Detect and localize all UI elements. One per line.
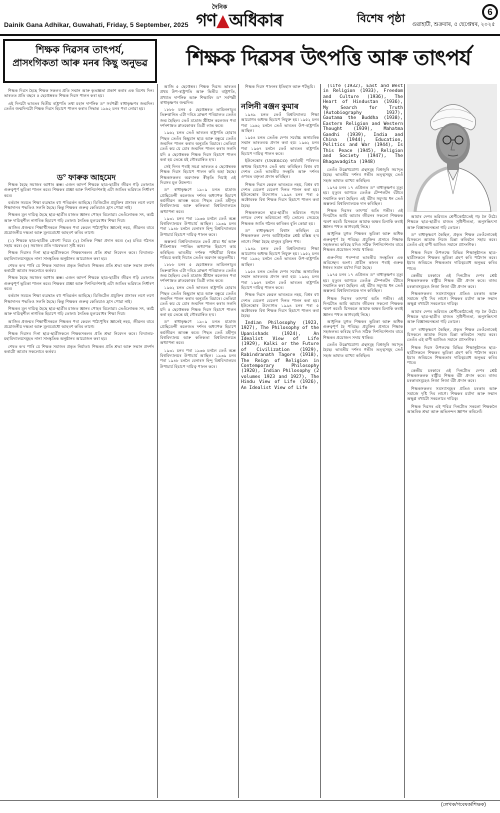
main-article-paragraph: ১৯৩১ চনৰ পৰা ১৯৩৬ চনলৈ তেওঁ অন্ধ্ৰ বিশ্ববিদ্যালয়ৰ উপাচাৰ্য আছিল। ১৯৩৯ চনৰ পৰা ১৯৪৮ চনলৈ বেনাৰস হিন্দু বিশ্ববিদ্যালয়ৰ উপাচাৰ্য হিচাপে দায়িত্ব পালন কৰে।: [160, 347, 236, 369]
masthead-logo-part1: গণ: [196, 11, 217, 31]
main-article-paragraph: শিক্ষক দিৱসৰ তাৎপৰ্য অতি গভীৰ। এই দিনটোত আমি আমাৰ জীৱনৰ সকলো শিক্ষকক স্মৰণ কৰোঁ। যিসকলে আমাক অক্ষৰ চিনাকি কৰাই জ্ঞানৰ পথত আগবঢ়াই নিছে।: [323, 295, 403, 317]
radhakrishnan-portrait: [407, 84, 497, 212]
left-article-body: [4, 182, 154, 798]
masthead-daily-label: দৈনিক: [212, 4, 228, 11]
main-article-book-list-english: (life (1932), East and West in Religion (1933), Freedom and Culture (1936), The Heart of Hindustan (1936), My Search for Truth (Autobiography 1937), Gautama the Buddha (1938), Eastern Religion and Western Thought (1939), Mahatma Gandhi (1939), India and China (1944), Education, Politics and War (1944), Is This Peace (1945), Religion and Society (1947), The Bhagavadgita (1948): [323, 84, 403, 165]
left-article-paragraph: আজিৰ প্ৰজন্মৰ শিক্ষাৰ্থীসকলে শিক্ষকৰ পৰা কেৱল পাঠ্যপুথিৰ জ্ঞানেই নহয়, জীৱনৰ বাবে প্ৰয়োজনীয় দক্ষতা আৰু মূল্যবোধো আহৰণ কৰিব লাগে।: [4, 225, 154, 236]
main-article-paragraph: ১৯৭৫ চনৰ ১৭ এপ্ৰিলত ড° ৰাধাকৃষ্ণণৰ মৃত্যু হয়। মৃত্যুৰ আগতে তেওঁক টেম্পলটন বঁটাৰে সন্মানিত কৰা হৈছিল। এই বঁটাৰ সমুদায় ধন তেওঁ অক্সফৰ্ড বিশ্ববিদ্যালয়ক দান কৰিছিল।: [323, 184, 403, 206]
left-article-author: ড° ফাৰুক আহমেদ: [55, 172, 118, 185]
main-article-paragraph: অক্সফৰ্ড বিশ্ববিদ্যালয়ত তেওঁ প্ৰাচ্য ধৰ্ম আৰু নীতিশাস্ত্ৰৰ স্পাল্ডিং অধ্যাপক হিচাপে কাম কৰিছিল। ভাৰতীয় দৰ্শনক পশ্চিমীয়া বিশ্বত পৰিচয় কৰাই দিয়াত তেওঁৰ অৱদান অতুলনীয়।: [160, 239, 236, 260]
left-article-intro-text: শিক্ষক দিৱস হৈছে শিক্ষক সকলৰ প্ৰতি সন্মান আৰু কৃতজ্ঞতা প্ৰকাশ কৰাৰ এক বিশেষ দিন। ভাৰতত প্ৰতি বছৰে ৫ ছেপ্তেম্বৰত শিক্ষক দিৱস পালন কৰা হয়।: [4, 88, 154, 99]
main-article-column-4: [407, 214, 497, 798]
masthead: [0, 0, 500, 36]
left-article-paragraph: বৰ্তমান সময়ত শিক্ষা ব্যৱস্থাত বহু পৰিৱৰ্তন আহিছে। ডিজিটেল প্ৰযুক্তিৰ প্ৰসাৰৰ লগে লগে শিক্ষাদানৰ পদ্ধতিও সলনি হৈছে। কিন্তু শিক্ষকৰ গুৰুত্ব কেতিয়াও হ্ৰাস পোৱা নাই।: [4, 293, 154, 304]
left-article-paragraph: শিক্ষকৰ মূল দায়িত্ব হৈছে ছাত্ৰ-ছাত্ৰীৰ মাজত জ্ঞানৰ পোহৰ বিলোৱা। তেওঁলোকক সৎ, কৰ্মঠ আৰু দায়িত্বশীল নাগৰিক হিচাপে গঢ়ি তোলা। নৈতিক মূল্যবোধৰ শিক্ষা দিয়া।: [4, 305, 154, 317]
left-article-title-line2: প্ৰাসংগিকতা আৰু মনৰ কিছু অনুভৱ: [12, 57, 148, 69]
main-article-paragraph: ড° ৰাধাকৃষ্ণণে কৈছিল, প্ৰকৃত শিক্ষক তেওঁলোকেই যিসকলে আমাক নিজে চিন্তা কৰিবলৈ সহায় কৰে। তেওঁৰ এই বাণী আজিও সমানে প্ৰাসংগিক।: [407, 326, 497, 343]
left-article-paragraph: শেষত ক'ব পাৰি যে শিক্ষক সমাজৰ প্ৰকৃত নিৰ্মাতা। শিক্ষকৰ প্ৰতি শ্ৰদ্ধা আৰু সন্মান প্ৰদৰ্শন কৰাটো আমাৰ সকলোৰে কৰ্তব্য।: [4, 262, 154, 274]
main-article-paragraph: ইউনেস্কোৰ (UNESCO) কাৰ্যবাহী পৰিষদৰ অধ্যক্ষ হিচাপেও তেওঁ কাম কৰিছিল। বিশ্বৰ বহু দেশত তেওঁ ভাৰতীয় সংস্কৃতি আৰু দৰ্শনৰ ওপৰত বক্তৃতা প্ৰদান কৰিছিল।: [241, 158, 319, 180]
main-article-paragraph: আধুনিক যুগত শিক্ষকৰ ভূমিকা আৰু অধিক গুৰুত্বপূৰ্ণ হৈ পৰিছে। প্ৰযুক্তিৰ প্ৰসাৰে শিক্ষাক সহজলভ্য কৰিছে যদিও সঠিক দিশনিৰ্দেশনাৰ বাবে শিক্ষকৰ প্ৰয়োজন সদায় থাকিব।: [323, 231, 403, 253]
main-article-paragraph: আমাৰ দেশৰ ভৱিষ্যত শ্ৰেণীকোঠাতেই গঢ় লৈ উঠে। শিক্ষকে ছাত্ৰ-ছাত্ৰীৰ মাজত সৃষ্টিশীলতা, অনুসন্ধিৎসা আৰু বিজ্ঞানমনস্কতা গঢ়ি তোলে।: [407, 214, 497, 230]
main-article-column-2-top: [241, 84, 319, 98]
main-article-paragraph: শিক্ষক দিৱস উপলক্ষে বিভিন্ন শিক্ষানুষ্ঠানত ছাত্ৰ-ছাত্ৰীসকলে শিক্ষকৰ ভূমিকা গ্ৰহণ কৰি পাঠদান কৰে। ইয়াৰ জৰিয়তে শিক্ষকতাৰ দায়িত্ববোধ অনুভৱ কৰিব পাৰে।: [407, 344, 497, 366]
portrait-image: [407, 84, 497, 212]
left-article-paragraph: শিক্ষক দিৱসৰ দিনা ছাত্ৰ-ছাত্ৰীসকলে শিক্ষকসকলৰ প্ৰতি শ্ৰদ্ধা নিবেদন কৰে। বিদ্যালয়-মহাবিদ্যালয়সমূহত নানা সাংস্কৃতিক অনুষ্ঠানৰ আয়োজন কৰা হয়।: [4, 250, 154, 261]
main-article-paragraph: ১৮৮৮ চনৰ ৫ ছেপ্তেম্বৰত তামিলনাডুৰ তিৰুত্তানিত এটা দৰিদ্ৰ ব্ৰাহ্মণ পৰিয়ালত তেওঁৰ জন্ম হৈছিল। তেওঁ মাদ্ৰাজ খ্ৰীষ্টান কলেজৰ পৰা দৰ্শনশাস্ত্ৰত স্নাতকোত্তৰ ডিগ্ৰী লাভ কৰে।: [160, 107, 236, 129]
main-article-paragraph: ১৯৫৪ চনত তেওঁক দেশৰ সৰ্বোচ্চ অসামৰিক সন্মান ভাৰতৰত্ন প্ৰদান কৰা হয়। ১৯৬২ চনৰ পৰা ১৯৬৭ চনলৈ তেওঁ ভাৰতৰ ৰাষ্ট্ৰপতি হিচাপে দায়িত্ব পালন কৰে।: [241, 135, 319, 157]
main-article-paragraph: সেই দিনৰ পৰাই সমগ্ৰ ভাৰতত ৫ ছেপ্তেম্বৰক শিক্ষক দিৱস হিচাপে পালন কৰি অহা হৈছে। শিক্ষকসকলৰ অৱদানক স্বীকৃতি দিয়াই এই দিৱসৰ মূল উদ্দেশ্য।: [160, 164, 236, 186]
masthead-logo: [196, 8, 283, 36]
main-article-column-3: [323, 84, 403, 798]
main-article-paragraph: ১৮৮৮ চনৰ ৫ ছেপ্তেম্বৰত তামিলনাডুৰ তিৰুত্তানিত এটা দৰিদ্ৰ ব্ৰাহ্মণ পৰিয়ালত তেওঁৰ জন্ম হৈছিল। তেওঁ মাদ্ৰাজ খ্ৰীষ্টান কলেজৰ পৰা দৰ্শনশাস্ত্ৰত স্নাতকোত্তৰ ডিগ্ৰী লাভ কৰে।: [160, 262, 236, 284]
main-article-paragraph: গুৰু-শিষ্য পৰম্পৰা ভাৰতীয় সংস্কৃতিৰ এক অবিচ্ছেদ্য অংগ। প্ৰাচীন কালৰ পৰাই গুৰুক ঈশ্বৰৰ সমান মৰ্যাদা দিয়া হৈছে।: [323, 254, 403, 271]
main-article-paragraph: শিক্ষক দিৱসৰ তাৎপৰ্য অতি গভীৰ। এই দিনটোত আমি আমাৰ জীৱনৰ সকলো শিক্ষকক স্মৰণ কৰোঁ। যিসকলে আমাক অক্ষৰ চিনাকি কৰাই জ্ঞানৰ পথত আগবঢ়াই নিছে।: [323, 208, 403, 230]
column-divider: [157, 84, 158, 798]
footer-divider: [0, 800, 500, 801]
left-article-paragraph: আজিৰ প্ৰজন্মৰ শিক্ষাৰ্থীসকলে শিক্ষকৰ পৰা কেৱল পাঠ্যপুথিৰ জ্ঞানেই নহয়, জীৱনৰ বাবে প্ৰয়োজনীয় দক্ষতা আৰু মূল্যবোধো আহৰণ কৰিব লাগে।: [4, 318, 154, 329]
main-article-paragraph: আমাৰ দেশৰ ভৱিষ্যত শ্ৰেণীকোঠাতেই গঢ় লৈ উঠে। শিক্ষকে ছাত্ৰ-ছাত্ৰীৰ মাজত সৃষ্টিশীলতা, অনুসন্ধিৎসা আৰু বিজ্ঞানমনস্কতা গঢ়ি তোলে।: [407, 308, 497, 325]
main-article-paragraph: শিক্ষক দিৱসৰ এই পবিত্ৰ দিনটোত সকলো শিক্ষকলৈ আন্তৰিক শ্ৰদ্ধা আৰু অভিনন্দন জ্ঞাপন কৰিলোঁ।: [407, 403, 497, 414]
main-article-column-2: [241, 112, 319, 798]
column-divider: [320, 84, 321, 798]
main-article-paragraph: ১৯৪৯ চনত তেওঁ বিশ্ববিদ্যালয় শিক্ষা আয়োগৰ অধ্যক্ষ হিচাপে নিযুক্ত হয়। ১৯৫২ চনৰ পৰা ১৯৬২ চনলৈ তেওঁ ভাৰতৰ উপ-ৰাষ্ট্ৰপতি আছিল।: [241, 112, 319, 133]
main-article-paragraph: ১৯৬২ চনত তেওঁ ভাৰতৰ ৰাষ্ট্ৰপতি হোৱাৰ পিছত তেওঁৰ কিছুমান ছাত্ৰ আৰু বন্ধুৱে তেওঁৰ জন্মদিন পালন কৰাৰ অনুমতি বিচাৰে। তেতিয়া তেওঁ কয় যে মোৰ জন্মদিন পালন কৰাৰ সলনি যদি ৫ ছেপ্তেম্বৰক শিক্ষক দিৱস হিচাপে পালন কৰা হয় তেন্তে মই গৌৰৱান্বিত হ'ম।: [160, 285, 236, 317]
special-page-label: বিশেষ পৃষ্ঠা: [357, 12, 405, 25]
main-article-paragraph: ড° ৰাধাকৃষ্ণণে ১৯০৯ চনত মাদ্ৰাজ প্ৰেছিডেন্সী কলেজত দৰ্শনৰ অধ্যাপক হিচাপে কৰ্মজীৱন আৰম্ভ কৰে। পিছত তেওঁ মহীশূৰ বিশ্ববিদ্যালয় আৰু কলিকতা বিশ্ববিদ্যালয়ত অধ্যাপনা কৰে।: [160, 319, 236, 346]
logo-flame-icon: ▲: [216, 11, 229, 31]
main-article-paragraph: ১৯৪৯ চনত তেওঁ বিশ্ববিদ্যালয় শিক্ষা আয়োগৰ অধ্যক্ষ হিচাপে নিযুক্ত হয়। ১৯৫২ চনৰ পৰা ১৯৬২ চনলৈ তেওঁ ভাৰতৰ উপ-ৰাষ্ট্ৰপতি আছিল।: [241, 245, 319, 267]
left-article-paragraph: শিক্ষকৰ মূল দায়িত্ব হৈছে ছাত্ৰ-ছাত্ৰীৰ মাজত জ্ঞানৰ পোহৰ বিলোৱা। তেওঁলোকক সৎ, কৰ্মঠ আৰু দায়িত্বশীল নাগৰিক হিচাপে গঢ়ি তোলা। নৈতিক মূল্যবোধৰ শিক্ষা দিয়া।: [4, 212, 154, 223]
main-article-paragraph: শিক্ষক দিৱস কেৱল ভাৰততে নহয়, বিশ্বৰ বহু দেশত বেলেগ বেলেগ দিনত পালন কৰা হয়। ইউনেস্কোৰ উদ্যোগত ১৯৯৪ চনৰ পৰা ৫ অক্টোবৰক বিশ্ব শিক্ষক দিৱস হিচাপে পালন কৰা হৈছে।: [241, 292, 319, 319]
main-article-paragraph: তেওঁৰ উল্লেখযোগ্য গ্ৰন্থসমূহ বিশ্বজুৰি সমাদৃত হৈছে। ভাৰতীয় দৰ্শনৰ গভীৰ তত্ত্বসমূহ তেওঁ সহজ ভাষাত ব্যাখ্যা কৰিছিল।: [323, 342, 403, 358]
main-article-paragraph: কেন্দ্ৰীয় চৰকাৰে এই দিনটোত দেশৰ শ্ৰেষ্ঠ শিক্ষকসকলক ৰাষ্ট্ৰীয় শিক্ষক বঁটা প্ৰদান কৰে। ৰাজ্য চৰকাৰসমূহেও নিজা নিজা বঁটা প্ৰদান কৰে।: [407, 272, 497, 289]
left-article-paragraph: শিক্ষক দিৱসৰ দিনা ছাত্ৰ-ছাত্ৰীসকলে শিক্ষকসকলৰ প্ৰতি শ্ৰদ্ধা নিবেদন কৰে। বিদ্যালয়-মহাবিদ্যালয়সমূহত নানা সাংস্কৃতিক অনুষ্ঠানৰ আয়োজন কৰা হয়।: [4, 331, 154, 342]
left-article-title-box: [3, 39, 157, 83]
left-article-paragraph: শিক্ষক হৈছে সমাজৰ আধাৰ স্তম্ভ। এজন আদৰ্শ শিক্ষকে ছাত্ৰ-ছাত্ৰীৰ জীৱন গঢ়ি তোলাত গুৰুত্বপূৰ্ণ ভূমিকা পালন কৰে। শিক্ষকৰ প্ৰজ্ঞা আৰু দিশনিৰ্দেশনাই এটা জাতিৰ ভৱিষ্যত নিৰ্ধাৰণ কৰে।: [4, 275, 154, 292]
main-article-column-1: [160, 84, 236, 798]
column-divider: [238, 84, 239, 798]
main-article-paragraph: ড° ৰাধাকৃষ্ণণে ১৯০৯ চনত মাদ্ৰাজ প্ৰেছিডেন্সী কলেজত দৰ্শনৰ অধ্যাপক হিচাপে কৰ্মজীৱন আৰম্ভ কৰে। পিছত তেওঁ মহীশূৰ বিশ্ববিদ্যালয় আৰু কলিকতা বিশ্ববিদ্যালয়ত অধ্যাপনা কৰে।: [160, 187, 236, 214]
main-article-paragraph: শিক্ষকসকলৰ সমস্যাসমূহৰ প্ৰতিও চৰকাৰ আৰু সমাজে দৃষ্টি দিব লাগে। শিক্ষকৰ মৰ্যাদা আৰু সন্মান অক্ষুণ্ণ ৰখাটো সকলোৰে দায়িত্ব।: [407, 290, 497, 307]
left-article-paragraph: (১) শিক্ষকে ছাত্ৰ-ছাত্ৰীক প্ৰেৰণা দিয়ে। (২) নৈতিক শিক্ষা প্ৰদান কৰে। (৩) চৰিত্ৰ গঠনত সহায় কৰে। (৪) সমাজৰ প্ৰতি দায়বদ্ধতা সৃষ্টি কৰে।: [4, 237, 154, 248]
main-article-paragraph: শিক্ষক দিৱস কেৱল ভাৰততে নহয়, বিশ্বৰ বহু দেশত বেলেগ বেলেগ দিনত পালন কৰা হয়। ইউনেস্কোৰ উদ্যোগত ১৯৯৪ চনৰ পৰা ৫ অক্টোবৰক বিশ্ব শিক্ষক দিৱস হিচাপে পালন কৰা হৈছে।: [241, 181, 319, 208]
masthead-date-assamese: গুৱাহাটী, শুক্ৰবাৰ, ৫ ছেপ্তেম্বৰ, ২০২৫: [412, 22, 496, 28]
masthead-date-english: Dainik Gana Adhikar, Guwahati, Friday, 5 September, 2025: [4, 22, 189, 29]
main-headline: শিক্ষক দিৱসৰ উৎপত্তি আৰু তাৎপৰ্য: [186, 45, 471, 70]
main-article-paragraph: কেন্দ্ৰীয় চৰকাৰে এই দিনটোত দেশৰ শ্ৰেষ্ঠ শিক্ষকসকলক ৰাষ্ট্ৰীয় শিক্ষক বঁটা প্ৰদান কৰে। ৰাজ্য চৰকাৰসমূহেও নিজা নিজা বঁটা প্ৰদান কৰে।: [407, 367, 497, 384]
page-number: 6: [482, 4, 498, 20]
column-divider: [404, 84, 405, 798]
main-article-paragraph: শিক্ষকসকলে ছাত্ৰ-ছাত্ৰীৰ ভৱিষ্যত গঢ়াৰ লগতে দেশৰ ভৱিষ্যতো গঢ়ি তোলে। সেয়েহে শিক্ষকক জাতি গঠনৰ কাৰিকৰ বুলি কোৱা হয়।: [241, 210, 319, 226]
masthead-logo-part2: অধিকাৰ: [229, 11, 283, 31]
main-article-paragraph: আধুনিক যুগত শিক্ষকৰ ভূমিকা আৰু অধিক গুৰুত্বপূৰ্ণ হৈ পৰিছে। প্ৰযুক্তিৰ প্ৰসাৰে শিক্ষাক সহজলভ্য কৰিছে যদিও সঠিক দিশনিৰ্দেশনাৰ বাবে শিক্ষকৰ প্ৰয়োজন সদায় থাকিব।: [323, 318, 403, 340]
main-article-paragraph: ১৯৩১ চনৰ পৰা ১৯৩৬ চনলৈ তেওঁ অন্ধ্ৰ বিশ্ববিদ্যালয়ৰ উপাচাৰ্য আছিল। ১৯৩৯ চনৰ পৰা ১৯৪৮ চনলৈ বেনাৰস হিন্দু বিশ্ববিদ্যালয়ৰ উপাচাৰ্য হিচাপে দায়িত্ব পালন কৰে।: [160, 215, 236, 237]
main-article-paragraph: ১৯৭৫ চনৰ ১৭ এপ্ৰিলত ড° ৰাধাকৃষ্ণণৰ মৃত্যু হয়। মৃত্যুৰ আগতে তেওঁক টেম্পলটন বঁটাৰে সন্মানিত কৰা হৈছিল। এই বঁটাৰ সমুদায় ধন তেওঁ অক্সফৰ্ড বিশ্ববিদ্যালয়ক দান কৰিছিল।: [323, 272, 403, 294]
main-article-book-list-english: Indian Philosophy (1923, 1927), The Philosophy of the Upanishads (1924), An Idealist View of Life (1929), Kalki or the Future of Civilization (1929), Rabindranath Tagore (1918), The Reign of Religion in Contemporary Philosophy (1920), Indian Philosophy (2 volumes 1923 and 1927), The Hindu View of Life (1926), An Idealist View of Life: [241, 320, 319, 391]
main-article-author: নলিনী ৰঞ্জন কুমাৰ: [241, 102, 299, 111]
main-article-paragraph: ড° ৰাধাকৃষ্ণণে বিশ্বাস কৰিছিল যে শিক্ষকসকল দেশৰ আটাইতকৈ শ্ৰেষ্ঠ মস্তিষ্ক হ'ব লাগে। শিক্ষা হৈছে মানুহৰ মুক্তিৰ পথ।: [241, 227, 319, 244]
left-article-paragraph: বৰ্তমান সময়ত শিক্ষা ব্যৱস্থাত বহু পৰিৱৰ্তন আহিছে। ডিজিটেল প্ৰযুক্তিৰ প্ৰসাৰৰ লগে লগে শিক্ষাদানৰ পদ্ধতিও সলনি হৈছে। কিন্তু শিক্ষকৰ গুৰুত্ব কেতিয়াও হ্ৰাস পোৱা নাই।: [4, 199, 154, 211]
left-article-title-line1: শিক্ষক দিৱসৰ তাৎপৰ্য,: [35, 45, 125, 56]
left-article-paragraph: এই দিনটো ভাৰতৰ দ্বিতীয় ৰাষ্ট্ৰপতি তথা মহান দাৰ্শনিক ড° সৰ্বপল্লী ৰাধাকৃষ্ণণৰ জন্মদিন। তেওঁৰ জন্মদিনটো শিক্ষক দিৱস হিচাপে পালন কৰাৰ সিদ্ধান্ত ১৯৬২ চনৰ পৰা লোৱা হয়।: [4, 100, 154, 111]
main-article-paragraph: শিক্ষক দিৱস উপলক্ষে বিভিন্ন শিক্ষানুষ্ঠানত ছাত্ৰ-ছাত্ৰীসকলে শিক্ষকৰ ভূমিকা গ্ৰহণ কৰি পাঠদান কৰে। ইয়াৰ জৰিয়তে শিক্ষকতাৰ দায়িত্ববোধ অনুভৱ কৰিব পাৰে।: [407, 249, 497, 271]
left-article-intro: [4, 88, 154, 170]
main-article-paragraph: শিক্ষকসকলৰ সমস্যাসমূহৰ প্ৰতিও চৰকাৰ আৰু সমাজে দৃষ্টি দিব লাগে। শিক্ষকৰ মৰ্যাদা আৰু সন্মান অক্ষুণ্ণ ৰখাটো সকলোৰে দায়িত্ব।: [407, 385, 497, 402]
main-article-paragraph: ১৯৫৪ চনত তেওঁক দেশৰ সৰ্বোচ্চ অসামৰিক সন্মান ভাৰতৰত্ন প্ৰদান কৰা হয়। ১৯৬২ চনৰ পৰা ১৯৬৭ চনলৈ তেওঁ ভাৰতৰ ৰাষ্ট্ৰপতি হিচাপে দায়িত্ব পালন কৰে।: [241, 269, 319, 290]
left-article-paragraph: শিক্ষক হৈছে সমাজৰ আধাৰ স্তম্ভ। এজন আদৰ্শ শিক্ষকে ছাত্ৰ-ছাত্ৰীৰ জীৱন গঢ়ি তোলাত গুৰুত্বপূৰ্ণ ভূমিকা পালন কৰে। শিক্ষকৰ প্ৰজ্ঞা আৰু দিশনিৰ্দেশনাই এটা জাতিৰ ভৱিষ্যত নিৰ্ধাৰণ কৰে।: [4, 182, 154, 198]
main-article-paragraph: শিক্ষক দিৱস পালনৰ ইতিহাস আৰু পটভূমি।: [245, 84, 315, 89]
main-article-paragraph: ১৯৬২ চনত তেওঁ ভাৰতৰ ৰাষ্ট্ৰপতি হোৱাৰ পিছত তেওঁৰ কিছুমান ছাত্ৰ আৰু বন্ধুৱে তেওঁৰ জন্মদিন পালন কৰাৰ অনুমতি বিচাৰে। তেতিয়া তেওঁ কয় যে মোৰ জন্মদিন পালন কৰাৰ সলনি যদি ৫ ছেপ্তেম্বৰক শিক্ষক দিৱস হিচাপে পালন কৰা হয় তেন্তে মই গৌৰৱান্বিত হ'ম।: [160, 130, 236, 162]
main-article-paragraph: আজি ৫ ছেপ্তেম্বৰ। শিক্ষক দিৱস। ভাৰতৰ প্ৰথম উপ-ৰাষ্ট্ৰপতি আৰু দ্বিতীয় ৰাষ্ট্ৰপতি, প্ৰখ্যাত দাৰ্শনিক আৰু শিক্ষাবিদ ড° সৰ্বপল্লী ৰাধাকৃষ্ণণৰ জন্মদিন।: [160, 84, 236, 105]
main-article-paragraph: ড° ৰাধাকৃষ্ণণে কৈছিল, প্ৰকৃত শিক্ষক তেওঁলোকেই যিসকলে আমাক নিজে চিন্তা কৰিবলৈ সহায় কৰে। তেওঁৰ এই বাণী আজিও সমানে প্ৰাসংগিক।: [407, 231, 497, 248]
left-article-paragraph: শেষত ক'ব পাৰি যে শিক্ষক সমাজৰ প্ৰকৃত নিৰ্মাতা। শিক্ষকৰ প্ৰতি শ্ৰদ্ধা আৰু সন্মান প্ৰদৰ্শন কৰাটো আমাৰ সকলোৰে কৰ্তব্য।: [4, 343, 154, 355]
author-credit-note: (লেখক/গবেষক/শিক্ষক): [441, 802, 486, 808]
main-article-paragraph: তেওঁৰ উল্লেখযোগ্য গ্ৰন্থসমূহ বিশ্বজুৰি সমাদৃত হৈছে। ভাৰতীয় দৰ্শনৰ গভীৰ তত্ত্বসমূহ তেওঁ সহজ ভাষাত ব্যাখ্যা কৰিছিল।: [323, 167, 403, 183]
